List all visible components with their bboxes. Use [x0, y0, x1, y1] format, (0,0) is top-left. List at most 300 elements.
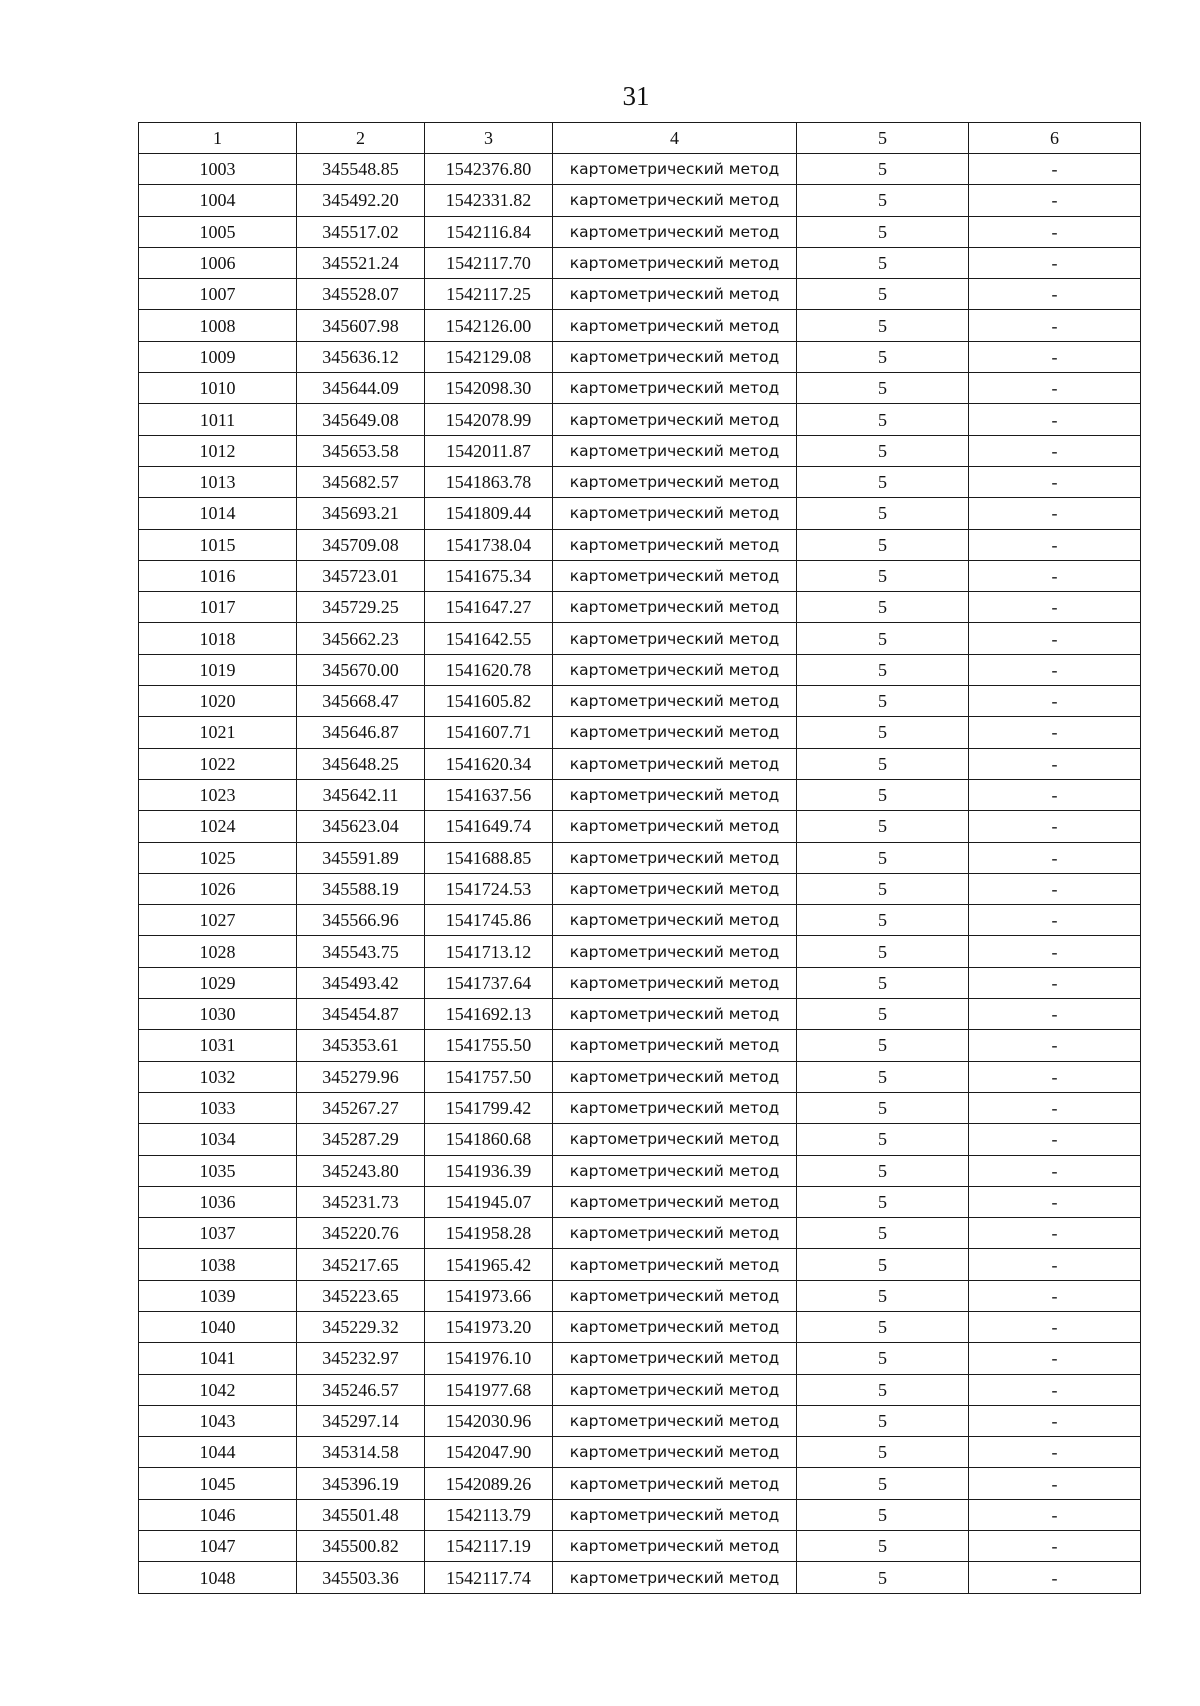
method-cell: картометрический метод: [553, 466, 797, 497]
accuracy-cell: 5: [797, 498, 969, 529]
table-row: [139, 811, 1141, 842]
method-cell: картометрический метод: [553, 592, 797, 623]
accuracy-cell: 5: [797, 373, 969, 404]
table-row: [139, 1186, 1141, 1217]
accuracy-cell: 5: [797, 341, 969, 372]
y-coordinate-cell: 1541973.66: [425, 1280, 553, 1311]
method-cell: картометрический метод: [553, 654, 797, 685]
y-coordinate-cell: 1541745.86: [425, 905, 553, 936]
accuracy-cell: 5: [797, 1374, 969, 1405]
method-cell: картометрический метод: [553, 1531, 797, 1562]
table-row: [139, 1155, 1141, 1186]
point-number-cell: 1003: [139, 154, 297, 185]
point-number-cell: 1018: [139, 623, 297, 654]
y-coordinate-cell: 1541945.07: [425, 1186, 553, 1217]
y-coordinate-cell: 1541647.27: [425, 592, 553, 623]
table-row: [139, 905, 1141, 936]
y-coordinate-cell: 1542117.25: [425, 279, 553, 310]
point-number-cell: 1006: [139, 247, 297, 278]
y-coordinate-cell: 1541607.71: [425, 717, 553, 748]
y-coordinate-cell: 1541936.39: [425, 1155, 553, 1186]
x-coordinate-cell: 345644.09: [297, 373, 425, 404]
point-number-cell: 1009: [139, 341, 297, 372]
x-coordinate-cell: 345314.58: [297, 1437, 425, 1468]
description-cell: -: [969, 529, 1141, 560]
method-cell: картометрический метод: [553, 623, 797, 654]
table-row: [139, 310, 1141, 341]
y-coordinate-cell: 1541692.13: [425, 999, 553, 1030]
y-coordinate-cell: 1541965.42: [425, 1249, 553, 1280]
table-row: [139, 404, 1141, 435]
point-number-cell: 1047: [139, 1531, 297, 1562]
accuracy-cell: 5: [797, 404, 969, 435]
description-cell: -: [969, 842, 1141, 873]
table-row: [139, 216, 1141, 247]
accuracy-cell: 5: [797, 999, 969, 1030]
accuracy-cell: 5: [797, 466, 969, 497]
method-cell: картометрический метод: [553, 279, 797, 310]
point-number-cell: 1028: [139, 936, 297, 967]
x-coordinate-cell: 345297.14: [297, 1405, 425, 1436]
x-coordinate-cell: 345353.61: [297, 1030, 425, 1061]
method-cell: картометрический метод: [553, 435, 797, 466]
description-cell: -: [969, 999, 1141, 1030]
point-number-cell: 1019: [139, 654, 297, 685]
method-cell: картометрический метод: [553, 1186, 797, 1217]
x-coordinate-cell: 345287.29: [297, 1124, 425, 1155]
y-coordinate-cell: 1541649.74: [425, 811, 553, 842]
table-row: [139, 1499, 1141, 1530]
x-coordinate-cell: 345232.97: [297, 1343, 425, 1374]
x-coordinate-cell: 345267.27: [297, 1092, 425, 1123]
coordinates-table: [138, 122, 1141, 1594]
accuracy-cell: 5: [797, 1562, 969, 1593]
x-coordinate-cell: 345709.08: [297, 529, 425, 560]
y-coordinate-cell: 1542011.87: [425, 435, 553, 466]
x-coordinate-cell: 345693.21: [297, 498, 425, 529]
point-number-cell: 1020: [139, 686, 297, 717]
method-cell: картометрический метод: [553, 999, 797, 1030]
y-coordinate-cell: 1542098.30: [425, 373, 553, 404]
table-row: [139, 1311, 1141, 1342]
description-cell: -: [969, 341, 1141, 372]
description-cell: -: [969, 185, 1141, 216]
y-coordinate-cell: 1541757.50: [425, 1061, 553, 1092]
point-number-cell: 1005: [139, 216, 297, 247]
x-coordinate-cell: 345668.47: [297, 686, 425, 717]
point-number-cell: 1041: [139, 1343, 297, 1374]
point-number-cell: 1017: [139, 592, 297, 623]
x-coordinate-cell: 345566.96: [297, 905, 425, 936]
method-cell: картометрический метод: [553, 1249, 797, 1280]
method-cell: картометрический метод: [553, 1437, 797, 1468]
accuracy-cell: 5: [797, 247, 969, 278]
description-cell: -: [969, 1124, 1141, 1155]
x-coordinate-cell: 345521.24: [297, 247, 425, 278]
accuracy-cell: 5: [797, 654, 969, 685]
description-cell: -: [969, 279, 1141, 310]
y-coordinate-cell: 1542113.79: [425, 1499, 553, 1530]
method-cell: картометрический метод: [553, 1030, 797, 1061]
table-row: [139, 686, 1141, 717]
y-coordinate-cell: 1541675.34: [425, 560, 553, 591]
table-row: [139, 1468, 1141, 1499]
x-coordinate-cell: 345500.82: [297, 1531, 425, 1562]
x-coordinate-cell: 345217.65: [297, 1249, 425, 1280]
point-number-cell: 1008: [139, 310, 297, 341]
accuracy-cell: 5: [797, 873, 969, 904]
x-coordinate-cell: 345246.57: [297, 1374, 425, 1405]
method-cell: картометрический метод: [553, 1562, 797, 1593]
table-row: [139, 1562, 1141, 1593]
method-cell: картометрический метод: [553, 936, 797, 967]
y-coordinate-cell: 1541799.42: [425, 1092, 553, 1123]
method-cell: картометрический метод: [553, 216, 797, 247]
point-number-cell: 1032: [139, 1061, 297, 1092]
y-coordinate-cell: 1541620.34: [425, 748, 553, 779]
description-cell: -: [969, 1468, 1141, 1499]
accuracy-cell: 5: [797, 1155, 969, 1186]
accuracy-cell: 5: [797, 686, 969, 717]
point-number-cell: 1034: [139, 1124, 297, 1155]
accuracy-cell: 5: [797, 967, 969, 998]
method-cell: картометрический метод: [553, 1155, 797, 1186]
description-cell: -: [969, 1092, 1141, 1123]
method-cell: картометрический метод: [553, 373, 797, 404]
x-coordinate-cell: 345642.11: [297, 779, 425, 810]
x-coordinate-cell: 345229.32: [297, 1311, 425, 1342]
table-row: [139, 1374, 1141, 1405]
method-cell: картометрический метод: [553, 247, 797, 278]
table-row: [139, 654, 1141, 685]
description-cell: -: [969, 686, 1141, 717]
method-cell: картометрический метод: [553, 1499, 797, 1530]
x-coordinate-cell: 345243.80: [297, 1155, 425, 1186]
description-cell: -: [969, 404, 1141, 435]
method-cell: картометрический метод: [553, 310, 797, 341]
method-cell: картометрический метод: [553, 1405, 797, 1436]
table-header-row: [139, 123, 1141, 154]
x-coordinate-cell: 345528.07: [297, 279, 425, 310]
accuracy-cell: 5: [797, 435, 969, 466]
table-row: [139, 873, 1141, 904]
accuracy-cell: 5: [797, 560, 969, 591]
table-row: [139, 1531, 1141, 1562]
accuracy-cell: 5: [797, 310, 969, 341]
point-number-cell: 1029: [139, 967, 297, 998]
table-row: [139, 779, 1141, 810]
description-cell: -: [969, 905, 1141, 936]
y-coordinate-cell: 1541977.68: [425, 1374, 553, 1405]
description-cell: -: [969, 1562, 1141, 1593]
point-number-cell: 1014: [139, 498, 297, 529]
method-cell: картометрический метод: [553, 404, 797, 435]
description-cell: -: [969, 1405, 1141, 1436]
point-number-cell: 1011: [139, 404, 297, 435]
accuracy-cell: 5: [797, 1499, 969, 1530]
description-cell: -: [969, 1311, 1141, 1342]
description-cell: -: [969, 1343, 1141, 1374]
method-cell: картометрический метод: [553, 185, 797, 216]
point-number-cell: 1030: [139, 999, 297, 1030]
y-coordinate-cell: 1541738.04: [425, 529, 553, 560]
table-row: [139, 999, 1141, 1030]
x-coordinate-cell: 345646.87: [297, 717, 425, 748]
y-coordinate-cell: 1542047.90: [425, 1437, 553, 1468]
point-number-cell: 1012: [139, 435, 297, 466]
point-number-cell: 1016: [139, 560, 297, 591]
description-cell: -: [969, 373, 1141, 404]
method-cell: картометрический метод: [553, 1374, 797, 1405]
table-row: [139, 1405, 1141, 1436]
method-cell: картометрический метод: [553, 873, 797, 904]
y-coordinate-cell: 1541724.53: [425, 873, 553, 904]
table-row: [139, 529, 1141, 560]
method-cell: картометрический метод: [553, 1124, 797, 1155]
y-coordinate-cell: 1541958.28: [425, 1218, 553, 1249]
x-coordinate-cell: 345623.04: [297, 811, 425, 842]
point-number-cell: 1043: [139, 1405, 297, 1436]
table-row: [139, 154, 1141, 185]
y-coordinate-cell: 1541605.82: [425, 686, 553, 717]
point-number-cell: 1023: [139, 779, 297, 810]
table-row: [139, 1092, 1141, 1123]
table-row: [139, 560, 1141, 591]
accuracy-cell: 5: [797, 1249, 969, 1280]
table-row: [139, 435, 1141, 466]
point-number-cell: 1046: [139, 1499, 297, 1530]
point-number-cell: 1007: [139, 279, 297, 310]
accuracy-cell: 5: [797, 1124, 969, 1155]
table-row: [139, 1280, 1141, 1311]
table-row: [139, 748, 1141, 779]
method-cell: картометрический метод: [553, 529, 797, 560]
point-number-cell: 1033: [139, 1092, 297, 1123]
y-coordinate-cell: 1542116.84: [425, 216, 553, 247]
y-coordinate-cell: 1541863.78: [425, 466, 553, 497]
x-coordinate-cell: 345588.19: [297, 873, 425, 904]
point-number-cell: 1042: [139, 1374, 297, 1405]
accuracy-cell: 5: [797, 1061, 969, 1092]
description-cell: -: [969, 466, 1141, 497]
point-number-cell: 1004: [139, 185, 297, 216]
y-coordinate-cell: 1541737.64: [425, 967, 553, 998]
y-coordinate-cell: 1542376.80: [425, 154, 553, 185]
point-number-cell: 1048: [139, 1562, 297, 1593]
column-header-6: 6: [969, 123, 1141, 154]
x-coordinate-cell: 345493.42: [297, 967, 425, 998]
description-cell: -: [969, 1155, 1141, 1186]
point-number-cell: 1025: [139, 842, 297, 873]
y-coordinate-cell: 1542117.74: [425, 1562, 553, 1593]
description-cell: -: [969, 216, 1141, 247]
table-row: [139, 185, 1141, 216]
description-cell: -: [969, 1061, 1141, 1092]
method-cell: картометрический метод: [553, 967, 797, 998]
y-coordinate-cell: 1542030.96: [425, 1405, 553, 1436]
method-cell: картометрический метод: [553, 748, 797, 779]
method-cell: картометрический метод: [553, 1311, 797, 1342]
method-cell: картометрический метод: [553, 717, 797, 748]
point-number-cell: 1044: [139, 1437, 297, 1468]
y-coordinate-cell: 1541755.50: [425, 1030, 553, 1061]
x-coordinate-cell: 345223.65: [297, 1280, 425, 1311]
description-cell: -: [969, 1280, 1141, 1311]
accuracy-cell: 5: [797, 1468, 969, 1499]
y-coordinate-cell: 1542126.00: [425, 310, 553, 341]
accuracy-cell: 5: [797, 592, 969, 623]
x-coordinate-cell: 345653.58: [297, 435, 425, 466]
accuracy-cell: 5: [797, 748, 969, 779]
point-number-cell: 1026: [139, 873, 297, 904]
x-coordinate-cell: 345723.01: [297, 560, 425, 591]
x-coordinate-cell: 345682.57: [297, 466, 425, 497]
table-row: [139, 1249, 1141, 1280]
method-cell: картометрический метод: [553, 560, 797, 591]
point-number-cell: 1045: [139, 1468, 297, 1499]
description-cell: -: [969, 1437, 1141, 1468]
accuracy-cell: 5: [797, 905, 969, 936]
table-body: [139, 154, 1141, 1594]
y-coordinate-cell: 1541976.10: [425, 1343, 553, 1374]
description-cell: -: [969, 560, 1141, 591]
point-number-cell: 1015: [139, 529, 297, 560]
accuracy-cell: 5: [797, 1343, 969, 1374]
table-row: [139, 279, 1141, 310]
x-coordinate-cell: 345636.12: [297, 341, 425, 372]
description-cell: -: [969, 873, 1141, 904]
description-cell: -: [969, 592, 1141, 623]
x-coordinate-cell: 345543.75: [297, 936, 425, 967]
x-coordinate-cell: 345454.87: [297, 999, 425, 1030]
accuracy-cell: 5: [797, 1437, 969, 1468]
point-number-cell: 1036: [139, 1186, 297, 1217]
method-cell: картометрический метод: [553, 1092, 797, 1123]
description-cell: -: [969, 654, 1141, 685]
x-coordinate-cell: 345670.00: [297, 654, 425, 685]
point-number-cell: 1024: [139, 811, 297, 842]
table-row: [139, 842, 1141, 873]
method-cell: картометрический метод: [553, 498, 797, 529]
point-number-cell: 1013: [139, 466, 297, 497]
description-cell: -: [969, 623, 1141, 654]
description-cell: -: [969, 435, 1141, 466]
x-coordinate-cell: 345231.73: [297, 1186, 425, 1217]
accuracy-cell: 5: [797, 936, 969, 967]
table-row: [139, 1030, 1141, 1061]
y-coordinate-cell: 1541809.44: [425, 498, 553, 529]
description-cell: -: [969, 1499, 1141, 1530]
column-header-4: 4: [553, 123, 797, 154]
method-cell: картометрический метод: [553, 341, 797, 372]
x-coordinate-cell: 345396.19: [297, 1468, 425, 1499]
point-number-cell: 1039: [139, 1280, 297, 1311]
accuracy-cell: 5: [797, 717, 969, 748]
description-cell: -: [969, 967, 1141, 998]
accuracy-cell: 5: [797, 1218, 969, 1249]
description-cell: -: [969, 247, 1141, 278]
table-row: [139, 341, 1141, 372]
description-cell: -: [969, 1249, 1141, 1280]
description-cell: -: [969, 498, 1141, 529]
table-row: [139, 592, 1141, 623]
x-coordinate-cell: 345517.02: [297, 216, 425, 247]
y-coordinate-cell: 1542089.26: [425, 1468, 553, 1499]
description-cell: -: [969, 154, 1141, 185]
table-row: [139, 466, 1141, 497]
point-number-cell: 1031: [139, 1030, 297, 1061]
y-coordinate-cell: 1542117.70: [425, 247, 553, 278]
accuracy-cell: 5: [797, 154, 969, 185]
table-row: [139, 717, 1141, 748]
y-coordinate-cell: 1541713.12: [425, 936, 553, 967]
method-cell: картометрический метод: [553, 779, 797, 810]
y-coordinate-cell: 1541860.68: [425, 1124, 553, 1155]
method-cell: картометрический метод: [553, 154, 797, 185]
table-row: [139, 1437, 1141, 1468]
x-coordinate-cell: 345648.25: [297, 748, 425, 779]
table-row: [139, 967, 1141, 998]
y-coordinate-cell: 1542331.82: [425, 185, 553, 216]
method-cell: картометрический метод: [553, 842, 797, 873]
description-cell: -: [969, 717, 1141, 748]
description-cell: -: [969, 779, 1141, 810]
accuracy-cell: 5: [797, 1531, 969, 1562]
table-row: [139, 1218, 1141, 1249]
accuracy-cell: 5: [797, 1405, 969, 1436]
description-cell: -: [969, 1531, 1141, 1562]
description-cell: -: [969, 1186, 1141, 1217]
y-coordinate-cell: 1541637.56: [425, 779, 553, 810]
description-cell: -: [969, 1218, 1141, 1249]
y-coordinate-cell: 1542078.99: [425, 404, 553, 435]
accuracy-cell: 5: [797, 216, 969, 247]
x-coordinate-cell: 345548.85: [297, 154, 425, 185]
column-header-3: 3: [425, 123, 553, 154]
y-coordinate-cell: 1541620.78: [425, 654, 553, 685]
point-number-cell: 1022: [139, 748, 297, 779]
method-cell: картометрический метод: [553, 905, 797, 936]
x-coordinate-cell: 345503.36: [297, 1562, 425, 1593]
accuracy-cell: 5: [797, 1092, 969, 1123]
column-header-2: 2: [297, 123, 425, 154]
accuracy-cell: 5: [797, 623, 969, 654]
point-number-cell: 1010: [139, 373, 297, 404]
point-number-cell: 1027: [139, 905, 297, 936]
point-number-cell: 1038: [139, 1249, 297, 1280]
description-cell: -: [969, 1030, 1141, 1061]
point-number-cell: 1021: [139, 717, 297, 748]
y-coordinate-cell: 1541642.55: [425, 623, 553, 654]
point-number-cell: 1040: [139, 1311, 297, 1342]
y-coordinate-cell: 1541688.85: [425, 842, 553, 873]
accuracy-cell: 5: [797, 529, 969, 560]
y-coordinate-cell: 1542117.19: [425, 1531, 553, 1562]
method-cell: картометрический метод: [553, 1468, 797, 1499]
description-cell: -: [969, 310, 1141, 341]
x-coordinate-cell: 345662.23: [297, 623, 425, 654]
x-coordinate-cell: 345501.48: [297, 1499, 425, 1530]
method-cell: картометрический метод: [553, 1343, 797, 1374]
accuracy-cell: 5: [797, 811, 969, 842]
accuracy-cell: 5: [797, 779, 969, 810]
x-coordinate-cell: 345607.98: [297, 310, 425, 341]
accuracy-cell: 5: [797, 842, 969, 873]
x-coordinate-cell: 345492.20: [297, 185, 425, 216]
column-header-1: 1: [139, 123, 297, 154]
accuracy-cell: 5: [797, 1311, 969, 1342]
table-row: [139, 623, 1141, 654]
